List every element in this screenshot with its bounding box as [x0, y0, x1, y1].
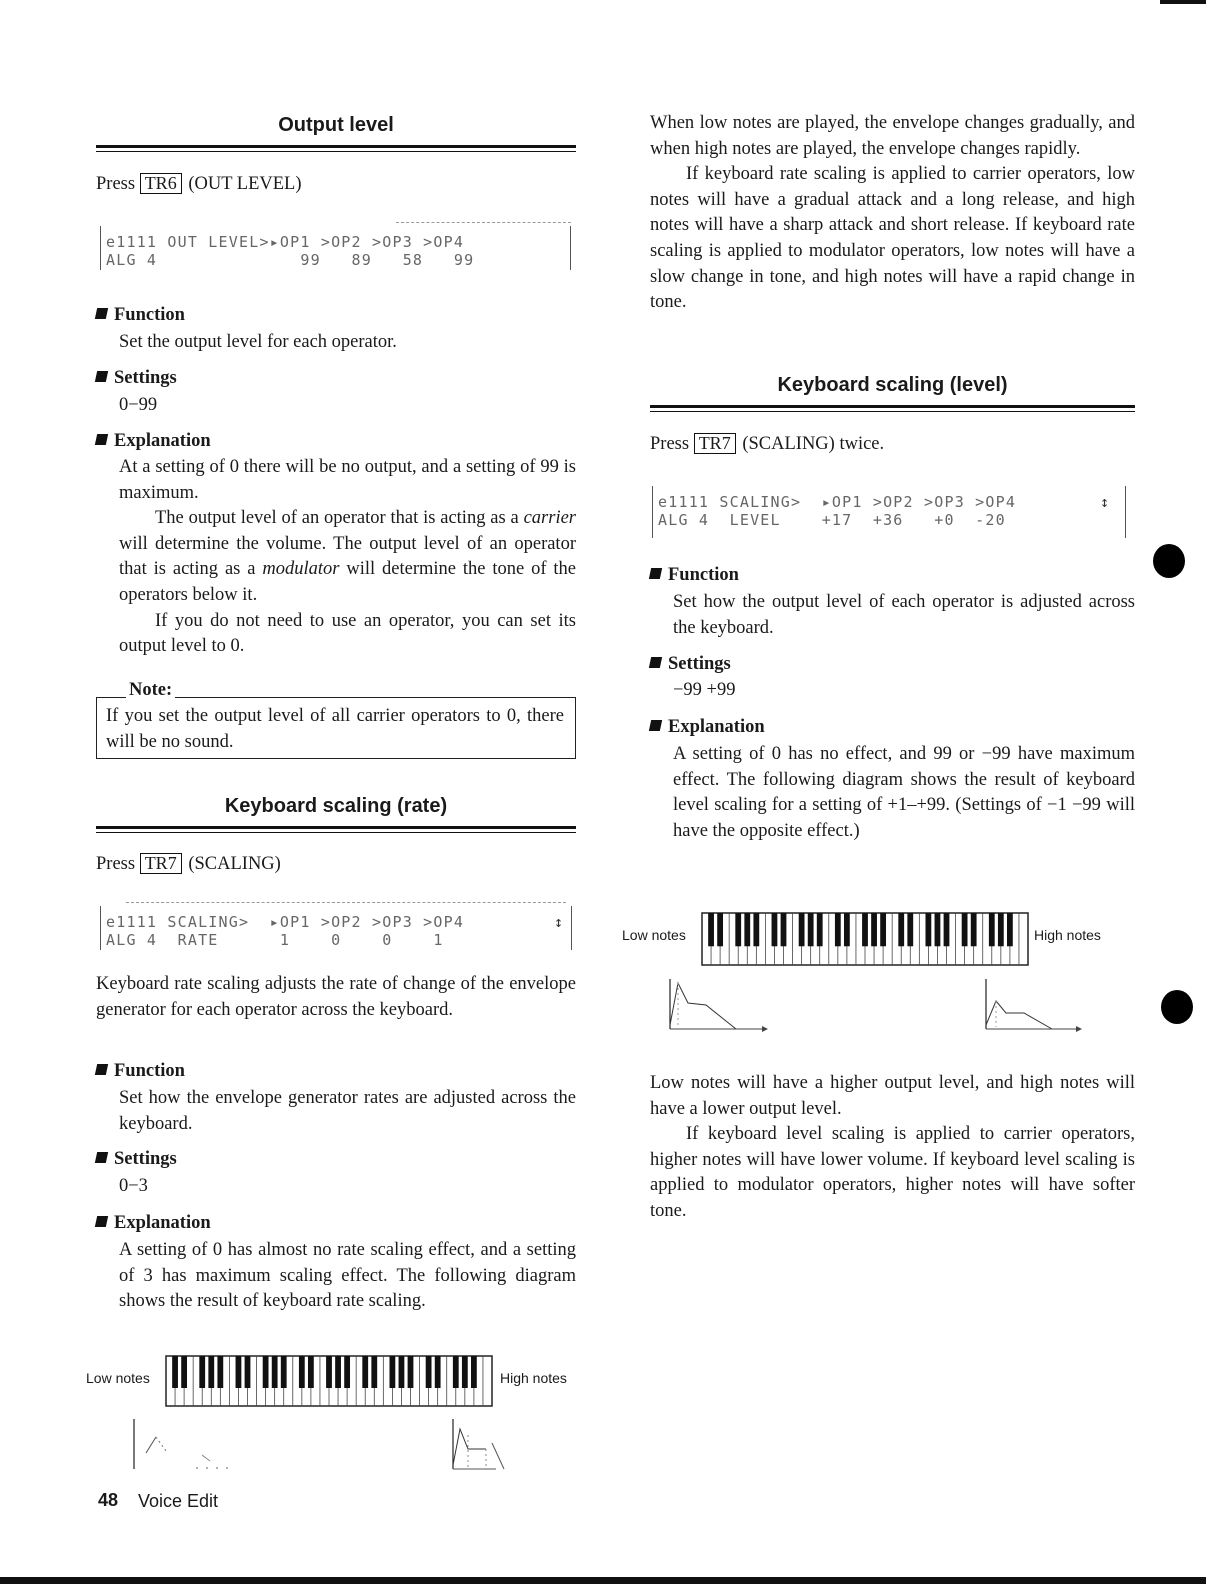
carrier-term: carrier	[523, 508, 576, 529]
output-level-heading: Output level	[278, 114, 394, 136]
settings-heading	[96, 1149, 177, 1170]
black-key	[935, 913, 941, 946]
black-key	[389, 1356, 395, 1388]
settings-title: Settings	[114, 368, 177, 388]
up-down-arrow-icon: ↕	[1100, 493, 1111, 511]
envelope-graph-high	[446, 1415, 556, 1477]
explanation-heading	[96, 431, 211, 452]
black-key	[236, 1356, 242, 1388]
settings-heading	[650, 654, 731, 675]
black-key	[453, 1356, 459, 1388]
tr6-key: TR6	[140, 173, 182, 194]
black-key	[399, 1356, 405, 1388]
high-notes-label: High notes	[500, 1370, 567, 1386]
function-title: Function	[114, 305, 185, 325]
settings-text: −99 +99	[673, 680, 736, 700]
black-key	[898, 913, 904, 946]
low-notes-label: Low notes	[86, 1370, 150, 1386]
heading-rule	[96, 826, 576, 833]
press-suffix: (SCALING) twice.	[742, 434, 885, 454]
envelope-graph-high	[978, 975, 1098, 1037]
press-instruction	[96, 172, 302, 198]
black-key	[962, 913, 968, 946]
lcd-line-2: ALG 4 99 89 58 99	[106, 251, 475, 269]
black-key	[199, 1356, 205, 1388]
black-key	[362, 1356, 368, 1388]
section-name: Voice Edit	[138, 1491, 219, 1511]
bullet-icon	[95, 1152, 108, 1163]
press-instruction	[650, 432, 884, 458]
bullet-icon	[649, 568, 662, 579]
press-instruction	[96, 852, 281, 878]
level-heading: Keyboard scaling (level)	[777, 374, 1008, 396]
note-text: If you set the output level of all carrier operators to 0, there will be no sound.	[106, 706, 564, 752]
lcd-line-1: e1111 SCALING> ▸OP1 >OP2 >OP3 >OP4	[658, 493, 1017, 511]
explanation-p2: The output level of an operator that is acting as a carrier will determine the volume. The output level of an operator that is acting as a modulator will determine the tone of the operators below it.	[119, 508, 576, 605]
intro-p1: When low notes are played, the envelope changes gradually, and when high notes are played, the envelope changes rapidly.	[650, 113, 1135, 159]
black-key	[862, 913, 868, 946]
lcd-top-border	[396, 222, 571, 223]
black-key	[844, 913, 850, 946]
page-edge-mark	[1160, 0, 1206, 4]
press-suffix: (SCALING)	[188, 854, 281, 874]
page-bottom-edge	[0, 1577, 1206, 1584]
press-word: Press	[650, 434, 690, 454]
black-key	[772, 913, 778, 946]
black-key	[344, 1356, 350, 1388]
explanation-text: A setting of 0 has almost no rate scaling effect, and a setting of 3 has maximum scaling effect. The following diagram shows the result of keyboard rate scaling.	[119, 1240, 576, 1312]
tr7-key: TR7	[694, 433, 736, 454]
after-p1: Low notes will have a higher output level, and high notes will have a lower output level.	[650, 1073, 1135, 1119]
explanation-title: Explanation	[114, 431, 211, 451]
black-key	[335, 1356, 341, 1388]
black-key	[835, 913, 841, 946]
keyboard-diagram	[702, 913, 1028, 965]
black-key	[371, 1356, 377, 1388]
black-key	[708, 913, 714, 946]
black-key	[435, 1356, 441, 1388]
explanation-title: Explanation	[114, 1213, 211, 1233]
binder-hole	[1153, 544, 1185, 578]
press-suffix: (OUT LEVEL)	[188, 174, 302, 194]
bullet-icon	[649, 657, 662, 668]
function-heading	[96, 305, 185, 326]
black-key	[799, 913, 805, 946]
black-key	[426, 1356, 432, 1388]
low-notes-label: Low notes	[622, 927, 686, 943]
intro-p2: If keyboard rate scaling is applied to carrier operators, low notes will have a gradual attack and a long release, and high notes will have a sharp attack and short release. If keyboard rate scaling is applied to modulator operators, low notes will have a slow change in tone, and high notes will have a rapid change in tone.	[650, 164, 1135, 313]
bullet-icon	[95, 308, 108, 319]
bullet-icon	[95, 1216, 108, 1227]
heading-rule	[650, 405, 1135, 412]
envelope-graph-low	[662, 975, 782, 1037]
black-key	[181, 1356, 187, 1388]
black-key	[735, 913, 741, 946]
after-p2: If keyboard level scaling is applied to carrier operators, higher notes will have lower volume. If keyboard level scaling is applied to modulator operators, higher notes will have softer tone.	[650, 1124, 1135, 1221]
black-key	[817, 913, 823, 946]
function-title: Function	[668, 565, 739, 585]
explanation-text: A setting of 0 has no effect, and 99 or −99 have maximum effect. The following diagram shows the result of keyboard level scaling for a setting of +1–+99. (Settings of −1 −99 will have the opposite effect.)	[673, 744, 1135, 841]
black-key	[245, 1356, 251, 1388]
explanation-p3: If you do not need to use an operator, you can set its output level to 0.	[119, 610, 576, 657]
bullet-icon	[95, 1064, 108, 1075]
after-text	[650, 1071, 1135, 1225]
rate-intro: Keyboard rate scaling adjusts the rate of change of the envelope generator for each operator across the keyboard.	[96, 974, 576, 1020]
settings-heading	[96, 368, 177, 389]
black-key	[744, 913, 750, 946]
black-key	[998, 913, 1004, 946]
settings-title: Settings	[114, 1149, 177, 1169]
lcd-line-2: ALG 4 RATE 1 0 0 1	[106, 931, 444, 949]
black-key	[808, 913, 814, 946]
bullet-icon	[95, 434, 108, 445]
press-word: Press	[96, 854, 136, 874]
function-text: Set how the output level of each operator is adjusted across the keyboard.	[673, 592, 1135, 638]
function-title: Function	[114, 1061, 185, 1081]
modulator-term: modulator	[262, 559, 340, 580]
bullet-icon	[649, 720, 662, 731]
black-key	[172, 1356, 178, 1388]
black-key	[471, 1356, 477, 1388]
settings-text: 0−3	[119, 1176, 148, 1196]
binder-hole	[1161, 990, 1193, 1024]
rate-heading: Keyboard scaling (rate)	[224, 795, 448, 817]
keyboard-diagram	[166, 1356, 492, 1406]
black-key	[753, 913, 759, 946]
black-key	[299, 1356, 305, 1388]
explanation-heading	[650, 717, 765, 738]
black-key	[944, 913, 950, 946]
black-key	[971, 913, 977, 946]
intro-text	[650, 111, 1135, 316]
black-key	[871, 913, 877, 946]
function-text: Set the output level for each operator.	[119, 332, 397, 352]
black-key	[281, 1356, 287, 1388]
heading-rule	[96, 145, 576, 152]
settings-text: 0−99	[119, 395, 158, 415]
up-down-arrow-icon: ↕	[554, 913, 565, 931]
lcd-top-border	[126, 902, 566, 903]
black-key	[717, 913, 723, 946]
black-key	[263, 1356, 269, 1388]
bullet-icon	[95, 371, 108, 382]
black-key	[989, 913, 995, 946]
black-key	[308, 1356, 314, 1388]
black-key	[462, 1356, 468, 1388]
explanation-title: Explanation	[668, 717, 765, 737]
tr7-key: TR7	[140, 853, 182, 874]
explanation-p1: At a setting of 0 there will be no output, and a setting of 99 is maximum.	[119, 457, 576, 503]
envelope-graph-low	[126, 1415, 256, 1477]
black-key	[272, 1356, 278, 1388]
black-key	[208, 1356, 214, 1388]
function-text: Set how the envelope generator rates are adjusted across the keyboard.	[119, 1088, 576, 1134]
black-key	[217, 1356, 223, 1388]
explanation-text	[96, 455, 576, 660]
black-key	[1007, 913, 1013, 946]
lcd-line-2: ALG 4 LEVEL +17 +36 +0 -20	[658, 511, 1006, 529]
black-key	[925, 913, 931, 946]
lcd-line-1: e1111 OUT LEVEL>▸OP1 >OP2 >OP3 >OP4	[106, 233, 465, 251]
explanation-heading	[96, 1213, 211, 1234]
black-key	[408, 1356, 414, 1388]
black-key	[907, 913, 913, 946]
black-key	[781, 913, 787, 946]
page-number: 48	[98, 1490, 119, 1510]
high-notes-label: High notes	[1034, 927, 1101, 943]
note-label: Note:	[126, 680, 175, 701]
settings-title: Settings	[668, 654, 731, 674]
press-word: Press	[96, 174, 136, 194]
lcd-line-1: e1111 SCALING> ▸OP1 >OP2 >OP3 >OP4	[106, 913, 465, 931]
black-key	[880, 913, 886, 946]
function-heading	[650, 565, 739, 586]
function-heading	[96, 1061, 185, 1082]
black-key	[326, 1356, 332, 1388]
